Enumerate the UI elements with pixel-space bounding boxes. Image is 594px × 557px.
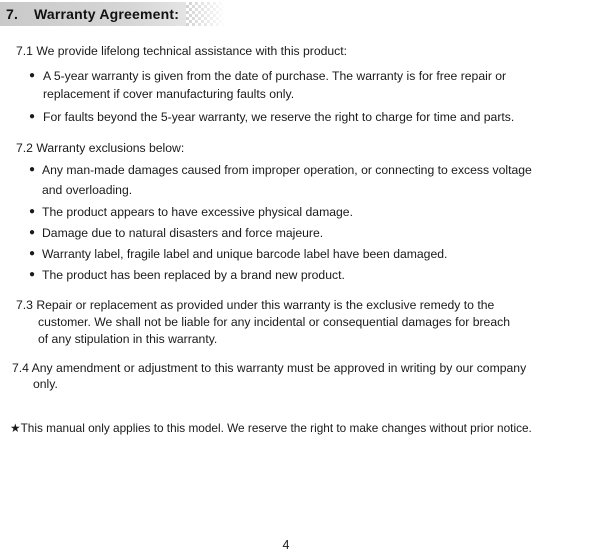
subsection-7-4-line2: only. bbox=[33, 377, 58, 391]
exclusion-bullet-3: Damage due to natural disasters and force majeure. bbox=[42, 226, 324, 240]
bullet-icon: ● bbox=[29, 206, 36, 217]
exclusion-bullet-5: The product has been replaced by a brand new product. bbox=[42, 268, 345, 282]
section-header bbox=[0, 2, 230, 26]
section-title bbox=[6, 6, 179, 22]
header-bar-fade bbox=[186, 2, 226, 26]
subsection-7-1-heading: 7.1 We provide lifelong technical assistance with this product: bbox=[16, 44, 348, 58]
subsection-7-4-line1: 7.4 Any amendment or adjustment to this warranty must be approved in writing by our company bbox=[12, 361, 527, 375]
bullet-icon: ● bbox=[29, 70, 36, 81]
bullet-icon: ● bbox=[29, 111, 36, 122]
exclusion-bullet-1-line1: Any man-made damages caused from improper operation, or connecting to excess voltage bbox=[42, 163, 532, 177]
bullet-icon: ● bbox=[29, 227, 36, 238]
subsection-7-2-heading: 7.2 Warranty exclusions below: bbox=[16, 141, 185, 155]
bullet-icon: ● bbox=[29, 269, 36, 280]
warranty-bullet-2: For faults beyond the 5-year warranty, we reserve the right to charge for time and parts. bbox=[43, 110, 515, 124]
subsection-7-3-line3: of any stipulation in this warranty. bbox=[38, 332, 218, 346]
exclusion-bullet-2: The product appears to have excessive physical damage. bbox=[42, 205, 353, 219]
page-number: 4 bbox=[282, 538, 290, 552]
section-number: 7. bbox=[6, 6, 19, 22]
exclusion-bullet-1-line2: and overloading. bbox=[42, 183, 133, 197]
warranty-bullet-1-line1: A 5-year warranty is given from the date of purchase. The warranty is for free repair or bbox=[43, 69, 507, 83]
notice bbox=[10, 421, 532, 435]
bullet-icon: ● bbox=[29, 248, 36, 259]
subsection-7-3-line2: customer. We shall not be liable for any incidental or consequential damages for breach bbox=[38, 315, 510, 329]
section-title-text: Warranty Agreement: bbox=[34, 6, 180, 22]
star-icon: ★ bbox=[10, 421, 21, 435]
subsection-7-3-line1: 7.3 Repair or replacement as provided under this warranty is the exclusive remedy to the bbox=[16, 298, 495, 312]
exclusion-bullet-4: Warranty label, fragile label and unique barcode label have been damaged. bbox=[42, 247, 448, 261]
notice-text: This manual only applies to this model. We reserve the right to make changes without prior notice. bbox=[20, 421, 532, 435]
warranty-bullet-1-line2: replacement if cover manufacturing faults only. bbox=[43, 87, 295, 101]
bullet-icon: ● bbox=[29, 164, 36, 175]
